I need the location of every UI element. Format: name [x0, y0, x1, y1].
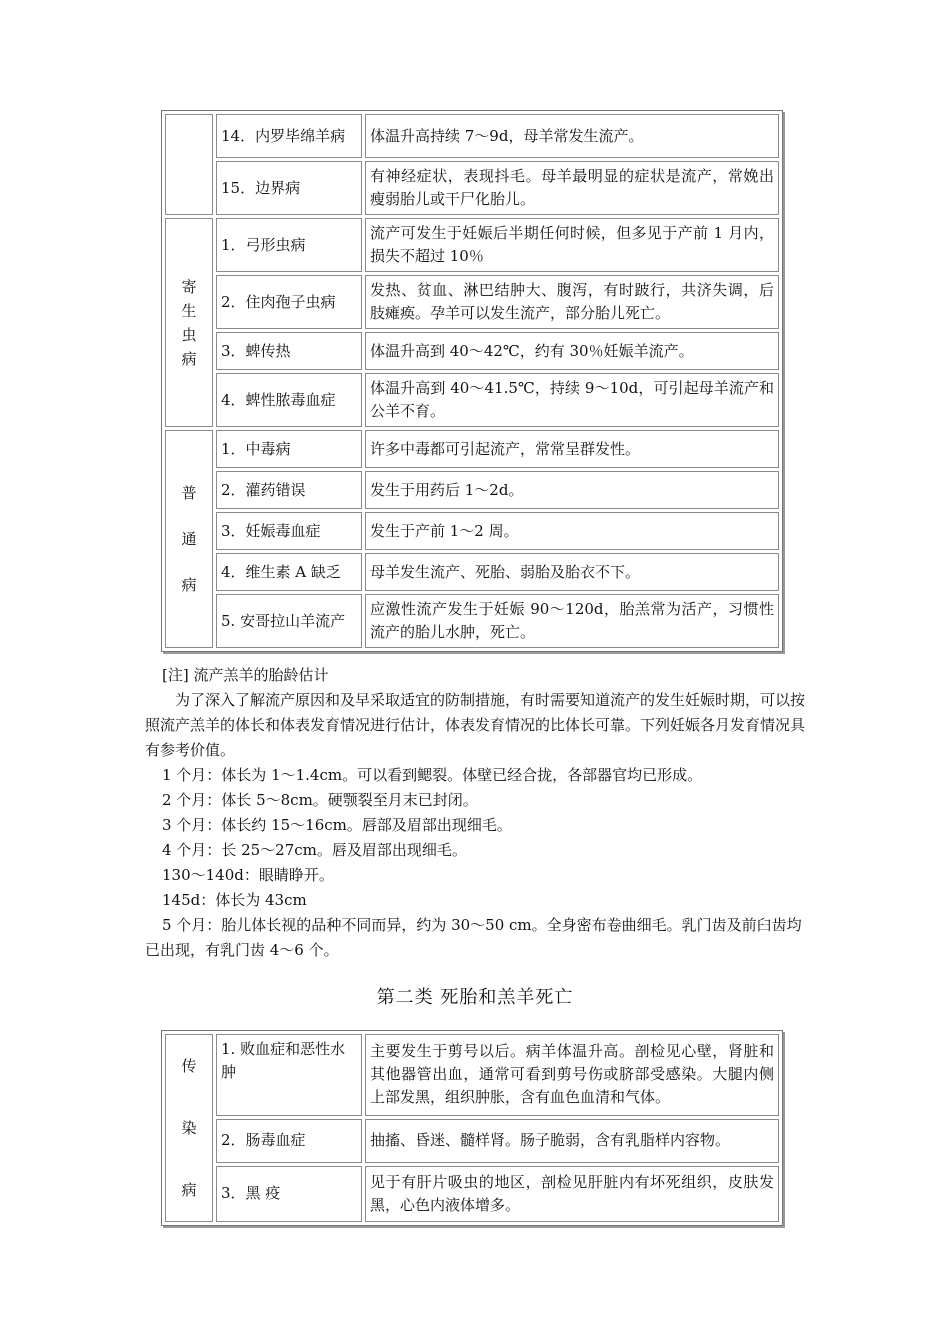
description-cell: 见于有肝片吸虫的地区，剖检见肝脏内有坏死组织，皮肤发黑，心色内液体增多。 — [365, 1166, 779, 1223]
category-char: 传 — [181, 1057, 197, 1075]
disease-cell: 14．内罗毕绵羊病 — [216, 114, 362, 158]
disease-cell: 1．中毒病 — [216, 430, 362, 468]
note-line: 2 个月：体长 5～8cm。硬颚裂至月末已封闭。 — [162, 791, 478, 809]
note-section — [145, 663, 813, 963]
disease-cell: 15．边界病 — [216, 161, 362, 215]
description-cell: 体温升高到 40～42℃，约有 30％妊娠羊流产。 — [365, 332, 779, 370]
table-row — [165, 218, 779, 272]
table-row — [165, 114, 779, 158]
category-cell-parasitic — [165, 218, 213, 427]
category-char: 虫 — [181, 325, 197, 344]
description-cell: 抽搐、昏迷、髓样肾。肠子脆弱，含有乳脂样内容物。 — [365, 1119, 779, 1163]
description-cell: 发热、贫血、淋巴结肿大、腹泻，有时跛行，共济失调，后肢瘫痪。孕羊可以发生流产，部分胎儿死亡。 — [365, 275, 779, 329]
category-cell-continued — [165, 114, 213, 215]
table-row — [165, 1034, 779, 1116]
table-row — [165, 161, 779, 215]
disease-cell: 1. 败血症和恶性水肿 — [216, 1034, 362, 1116]
note-title: [注] 流产羔羊的胎龄估计 — [162, 666, 329, 684]
category-char: 病 — [181, 576, 197, 594]
disease-cell: 2．灌药错误 — [216, 471, 362, 509]
note-line: 145d：体长为 43cm — [162, 891, 307, 909]
disease-cell: 3．黑 疫 — [216, 1166, 362, 1223]
disease-cell: 4．维生素 A 缺乏 — [216, 553, 362, 591]
table-row — [165, 471, 779, 509]
stillbirth-causes-table — [161, 1030, 783, 1226]
category-cell-infectious — [165, 1034, 213, 1222]
note-line: 5 个月：胎儿体长视的品种不同而异，约为 30～50 cm。全身密布卷曲细毛。乳门齿及前臼齿均已出现，有乳门齿 4～6 个。 — [145, 916, 802, 959]
note-line: 3 个月：体长约 15～16cm。唇部及眉部出现细毛。 — [162, 816, 512, 834]
abortion-causes-table — [161, 110, 783, 652]
note-line: 130～140d：眼睛睁开。 — [162, 866, 334, 884]
description-cell: 许多中毒都可引起流产，常常呈群发性。 — [365, 430, 779, 468]
table-row — [165, 373, 779, 427]
category-char: 病 — [181, 1181, 197, 1199]
category-char: 病 — [181, 349, 197, 368]
disease-cell: 4．蜱性脓毒血症 — [216, 373, 362, 427]
table-row — [165, 1166, 779, 1223]
disease-cell: 1．弓形虫病 — [216, 218, 362, 272]
disease-cell: 2．住肉孢子虫病 — [216, 275, 362, 329]
table-row — [165, 553, 779, 591]
description-cell: 发生于用药后 1～2d。 — [365, 471, 779, 509]
table-row — [165, 430, 779, 468]
description-cell: 体温升高到 40～41.5℃，持续 9～10d，可引起母羊流产和公羊不育。 — [365, 373, 779, 427]
table-row — [165, 275, 779, 329]
category-cell-common — [165, 430, 213, 648]
description-cell: 发生于产前 1～2 周。 — [365, 512, 779, 550]
category-char: 普 — [181, 484, 197, 502]
disease-cell: 5. 安哥拉山羊流产 — [216, 594, 362, 648]
table-row — [165, 332, 779, 370]
description-cell: 主要发生于剪号以后。病羊体温升高。剖检见心壁，肾脏和其他器管出血，通常可看到剪号伤或脐部受感染。大腿内侧上部发黑，组织肿胀，含有血色血清和气体。 — [365, 1034, 779, 1116]
note-intro: 为了深入了解流产原因和及早采取适宜的防制措施，有时需要知道流产的发生妊娠时期，可以按照流产羔羊的体长和体表发育情况进行估计，体表发育情况的比体长可靠。下列妊娠各月发育情况具有参考价值。 — [145, 691, 806, 759]
note-line: 1 个月：体长为 1～1.4cm。可以看到鳃裂。体壁已经合拢，各部器官均已形成。 — [162, 766, 703, 784]
category-char: 生 — [181, 301, 197, 320]
table-row — [165, 512, 779, 550]
description-cell: 有神经症状，表现抖毛。母羊最明显的症状是流产，常娩出瘦弱胎儿或干尸化胎儿。 — [365, 161, 779, 215]
description-cell: 母羊发生流产、死胎、弱胎及胎衣不下。 — [365, 553, 779, 591]
description-cell: 流产可发生于妊娠后半期任何时候，但多见于产前 1 月内，损失不超过 10％ — [365, 218, 779, 272]
disease-cell: 2．肠毒血症 — [216, 1119, 362, 1163]
table-row — [165, 594, 779, 648]
description-cell: 应激性流产发生于妊娠 90～120d，胎羔常为活产，习惯性流产的胎儿水肿，死亡。 — [365, 594, 779, 648]
category-char: 染 — [181, 1119, 197, 1137]
disease-cell: 3．妊娠毒血症 — [216, 512, 362, 550]
category-char: 通 — [181, 530, 197, 548]
category-char: 寄 — [181, 277, 197, 296]
description-cell: 体温升高持续 7～9d，母羊常发生流产。 — [365, 114, 779, 158]
note-line: 4 个月：长 25～27cm。唇及眉部出现细毛。 — [162, 841, 467, 859]
section-title: 第二类 死胎和羔羊死亡 — [376, 987, 574, 1008]
disease-cell: 3．蜱传热 — [216, 332, 362, 370]
table-row — [165, 1119, 779, 1163]
